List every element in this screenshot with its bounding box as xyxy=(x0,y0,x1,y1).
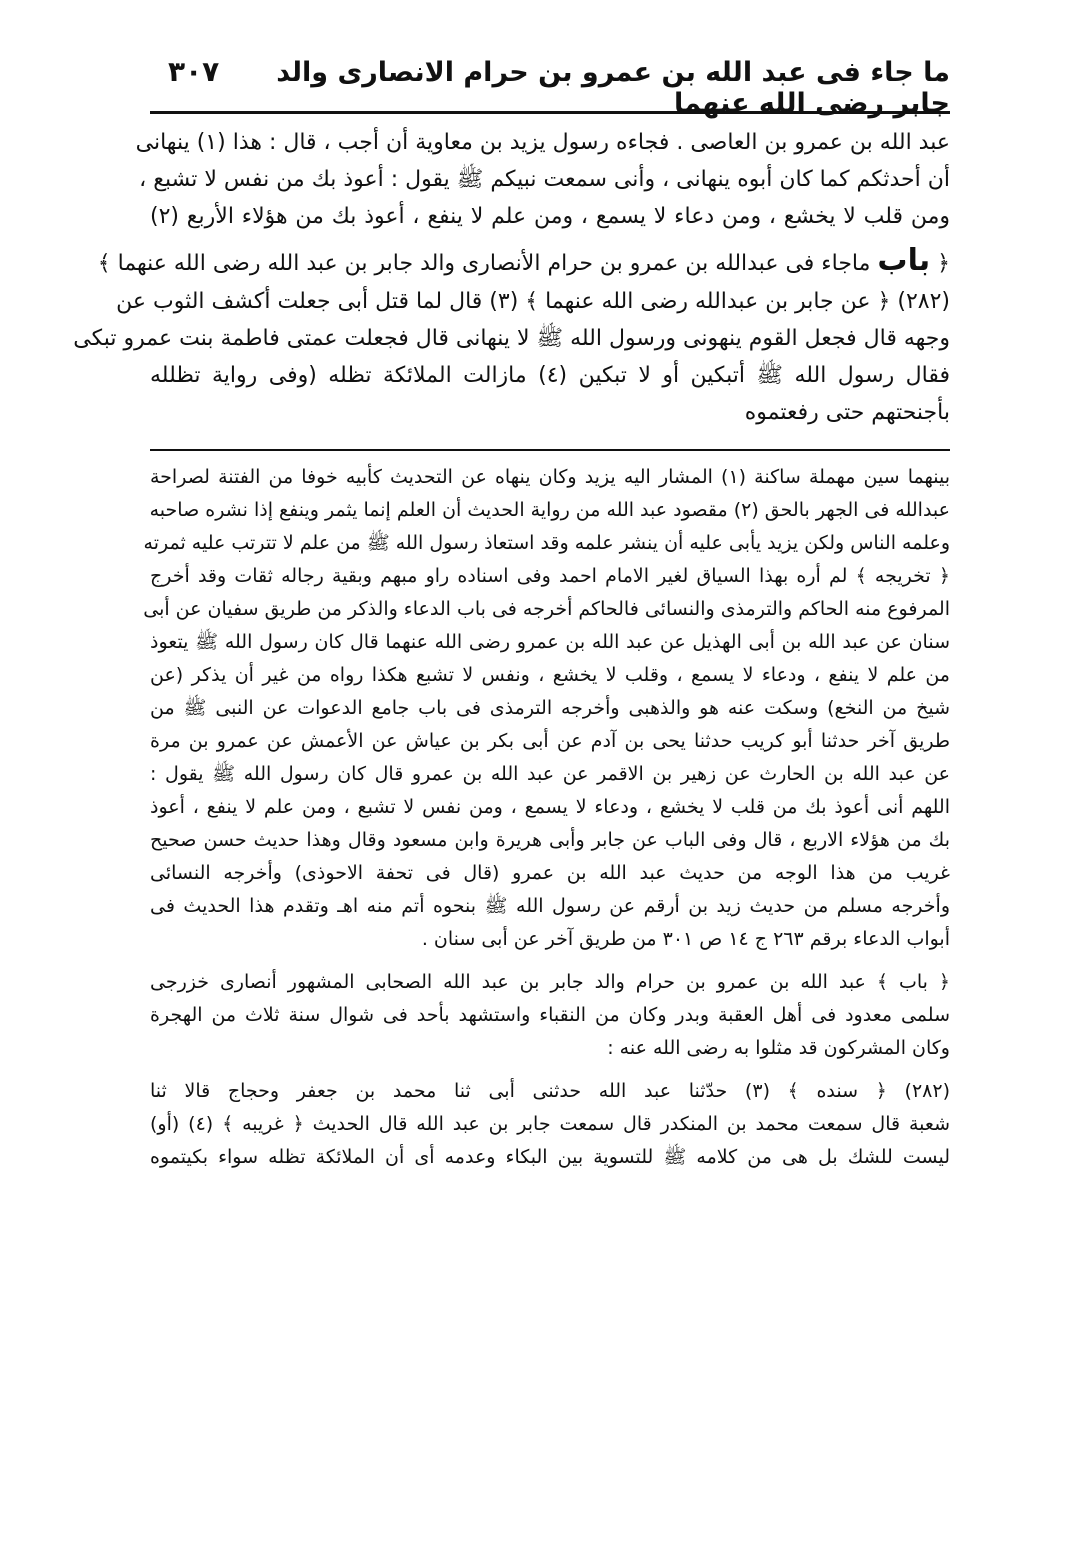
chapter-title: ماجاء فى عبدالله بن عمرو بن حرام الأنصارى والد جابر بن عبد الله رضى الله عنهما xyxy=(117,251,871,276)
main-line: فقال رسول الله ﷺ أتبكين أو لا تبكين (٤) مازالت الملائكة تظله (وفى رواية تظلله xyxy=(150,363,950,388)
book-page xyxy=(73,55,950,1174)
note-line: من علم لا ينفع ، ودعاء لا يسمع ، وقلب لا يخشع ، ونفس لا تشبع هكذا رواه من غير أن يذكر (عن xyxy=(150,664,950,686)
note-line: شعبة قال سمعت محمد بن المنكدر قال سمعت جابر بن عبد الله قال الحديث ﴿ غريبه ﴾ (٤) (أو) xyxy=(150,1113,950,1135)
note-line: غريب من هذا الوجه من حديث عبد الله بن عمرو (قال فى تحفة الاحوذى) وأخرجه النسائى xyxy=(150,862,950,884)
note-line: سنان عن عبد الله بن أبى الهذيل عن عبد الله بن عمرو رضى الله عنهما قال كان رسول الله ﷺ يتعوذ xyxy=(150,631,950,653)
main-text xyxy=(73,124,950,431)
note-line: سلمى معدود فى أهل العقبة وبدر وكان من النقباء واستشهد بأحد فى شوال سنة ثلاث من الهجرة xyxy=(150,1004,950,1026)
note-line: بك من هؤلاء الاربع ، قال وفى الباب عن جابر وأبى هريرة وابن مسعود وقال وهذا حديث حسن صحيح xyxy=(150,829,950,851)
note-line: طريق آخر حدثنا أبو كريب حدثنا يحى بن آدم عن أبى بكر بن عياش عن الأعمش عن عمرو بن مرة xyxy=(150,730,950,752)
note-line: بينهما سين مهملة ساكنة (١) المشار اليه يزيد وكان ينهاه عن التحديث كأبيه خوفا من الفتنة لصراحة xyxy=(150,466,950,488)
chapter-label: باب xyxy=(877,243,931,278)
note-line: وكان المشركون قد مثلوا به رضى الله عنه : xyxy=(607,1037,950,1059)
chapter-heading xyxy=(97,239,950,283)
note-line: عن عبد الله بن الحارث عن زهير بن الاقمر عن عبد الله بن عمرو قال كان رسول الله ﷺ يقول : xyxy=(150,763,950,785)
note-line: أبواب الدعاء برقم ٢٦٣ ج ١٤ ص ٣٠١ من طريق آخر عن أبى سنان . xyxy=(421,928,950,950)
page-number: ٣٠٧ xyxy=(168,55,220,88)
note-line: ﴿ تخريجه ﴾ لم أره بهذا السياق لغير الامام احمد وفى اسناده راو مبهم وبقية رجاله ثقات وقد أخرج xyxy=(150,565,950,587)
footnote-rule xyxy=(150,449,950,451)
note-line: ليست للشك بل هى من كلامه ﷺ للتسوية بين البكاء وعدمه أى أن الملائكة تظله سواء بكيتموه xyxy=(150,1146,950,1168)
main-line: بأجنحتهم حتى رفعتموه xyxy=(744,400,950,425)
bracket-close: ﴾ xyxy=(97,251,111,276)
main-line: ومن قلب لا يخشع ، ومن دعاء لا يسمع ، ومن علم لا ينفع ، أعوذ بك من هؤلاء الأربع (٢) xyxy=(150,204,950,229)
note-line: (٢٨٢) ﴿ سنده ﴾ (٣) حدّثنا عبد الله حدثنى أبى ثنا محمد بن جعفر وحجاج قالا ثنا xyxy=(150,1080,950,1102)
main-line: (٢٨٢) ﴿ عن جابر بن عبدالله رضى الله عنهما ﴾ (٣) قال لما قتل أبى جعلت أكشف الثوب عن xyxy=(116,289,950,314)
note-line: اللهم أنى أعوذ بك من قلب لا يخشع ، ودعاء لا يسمع ، ومن نفس لا تشبع ، ومن علم لا ينفع ، أعوذ xyxy=(150,796,950,818)
main-line: وجهه قال فجعل القوم ينهونى ورسول الله ﷺ لا ينهانى قال فجعلت عمتى فاطمة بنت عمرو تبكى xyxy=(73,326,950,351)
note-line: وأخرجه مسلم من حديث زيد بن أرقم عن رسول الله ﷺ بنحوه أتم منه اهـ وتقدم هذا الحديث فى xyxy=(150,895,950,917)
main-line: عبد الله بن عمرو بن العاصى . فجاءه رسول يزيد بن معاوية أن أجب ، قال : هذا (١) ينهانى xyxy=(135,130,950,155)
footnotes xyxy=(143,461,950,1174)
note-line: ﴿ باب ﴾ عبد الله بن عمرو بن حرام والد جابر بن عبد الله الصحابى المشهور أنصارى خزرجى xyxy=(150,971,950,993)
note-line: المرفوع منه الحاكم والترمذى والنسائى فالحاكم أخرجه فى باب الدعاء والذكر من طريق سفيان عن أبى xyxy=(143,598,950,620)
running-title: ما جاء فى عبد الله بن عمرو بن حرام الانصارى والد جابر رضى الله عنهما xyxy=(276,57,950,119)
page-header xyxy=(150,55,950,119)
bracket-open: ﴿ xyxy=(937,251,950,276)
note-line: عبدالله فى الجهر بالحق (٢) مقصود عبد الله من رواية الحديث أن العلم إنما يثمر وينفع إذا نشره صاحبه xyxy=(149,499,950,521)
paragraph-gap xyxy=(150,1065,950,1075)
note-line: وعلمه الناس ولكن يزيد يأبى عليه أن ينشر علمه وقد استعاذ رسول الله ﷺ من علم لا تترتب عليه ثمرته xyxy=(143,532,950,554)
main-line: أن أحدثكم كما كان أبوه ينهانى ، وأنى سمعت نبيكم ﷺ يقول : أعوذ بك من نفس لا تشبع ، xyxy=(139,167,950,192)
note-line: شيخ من النخع) وسكت عنه هو والذهبى وأخرجه الترمذى فى باب جامع الدعوات عن النبى ﷺ من xyxy=(150,697,950,719)
